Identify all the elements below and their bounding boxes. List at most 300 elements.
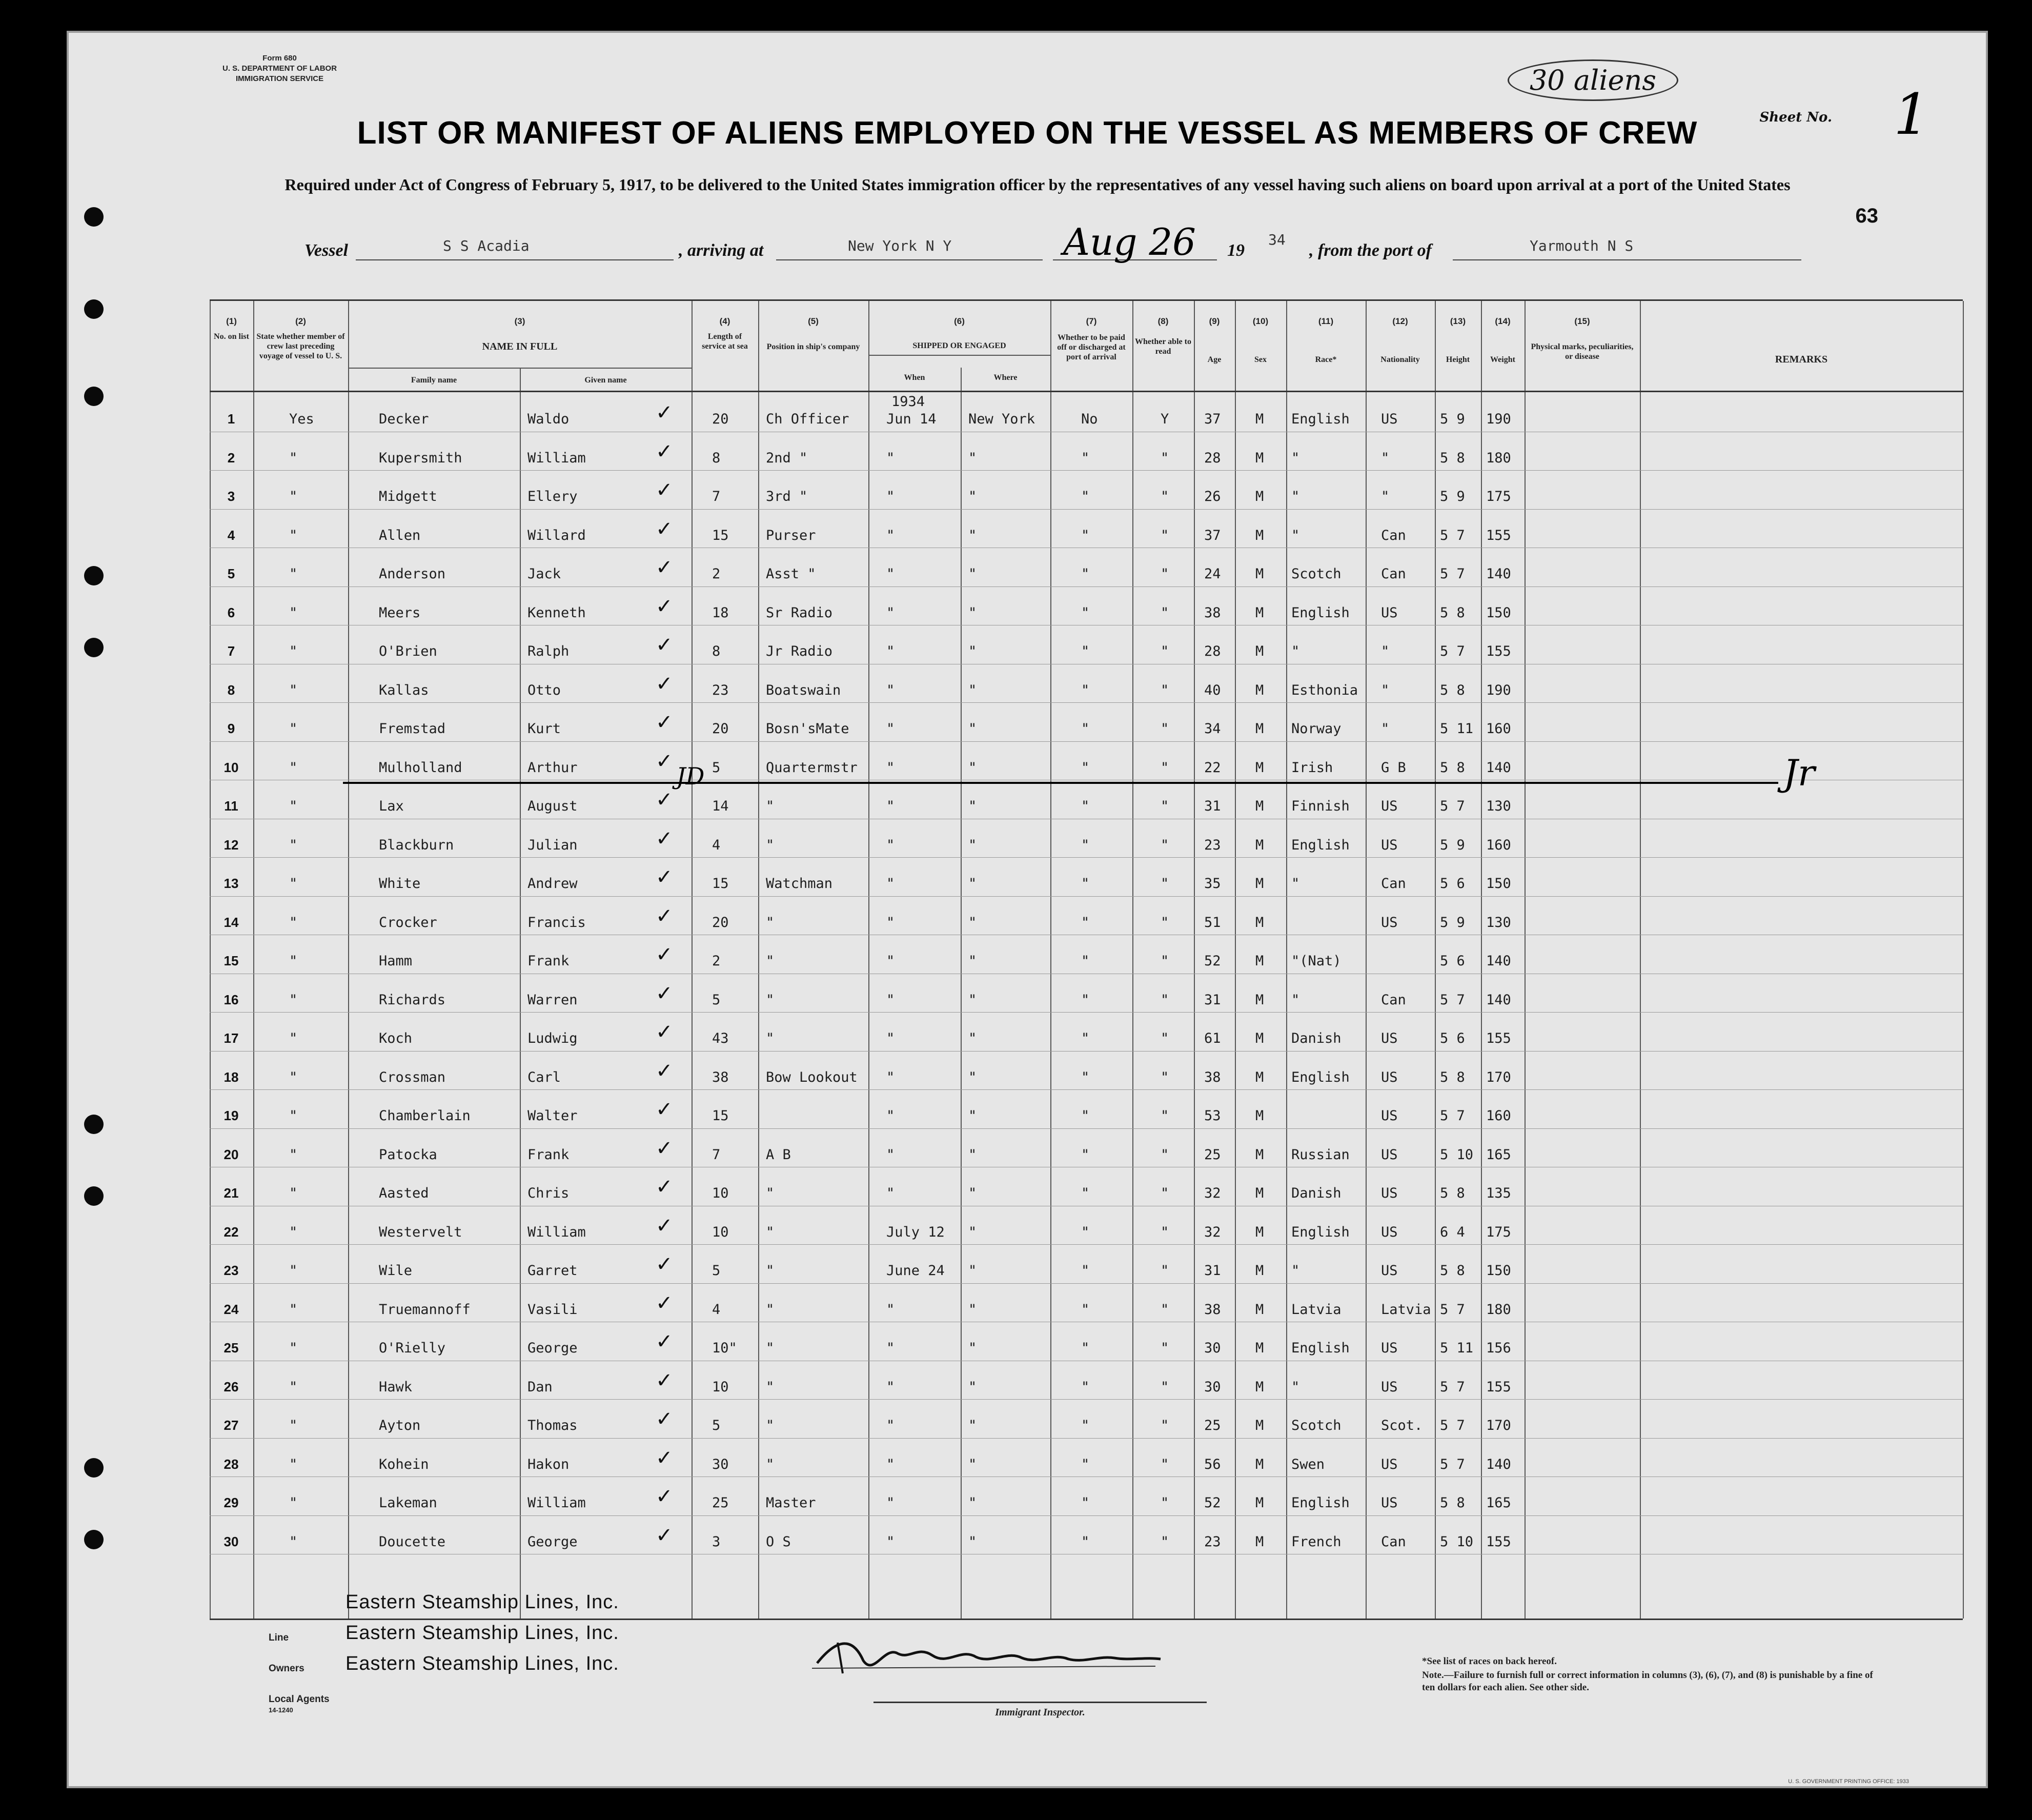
row-number: 27	[223, 1418, 239, 1433]
weight-cell: 175	[1486, 489, 1511, 504]
row-number: 14	[223, 914, 239, 930]
engaged-where-cell: "	[968, 1456, 977, 1472]
given-name-cell: Carl	[527, 1069, 561, 1085]
age-cell: 61	[1204, 1030, 1221, 1046]
height-cell: 5 8	[1440, 682, 1465, 698]
header-shipped-or-engaged: SHIPPED OR ENGAGED	[912, 341, 1006, 350]
weight-cell: 165	[1486, 1146, 1511, 1163]
race-cell: Danish	[1291, 1185, 1342, 1201]
row-number: 17	[223, 1030, 239, 1046]
paid-off-cell: "	[1081, 798, 1090, 814]
length-of-service-cell: 8	[712, 450, 721, 466]
paid-off-cell: "	[1081, 721, 1090, 737]
inspector-signature-line	[873, 1702, 1207, 1703]
vessel-info-line	[304, 220, 1801, 264]
given-name-cell: August	[527, 798, 578, 814]
position-cell: Asst "	[766, 566, 816, 582]
height-cell: 5 7	[1440, 1418, 1465, 1433]
col-num-11: (11)	[1318, 316, 1334, 326]
position-cell: "	[766, 914, 775, 931]
check-mark-icon: ✓	[656, 478, 673, 502]
able-to-read-cell: "	[1161, 1456, 1169, 1472]
engaged-where-cell: "	[968, 1185, 977, 1201]
sex-cell: M	[1255, 914, 1264, 931]
table-row	[210, 744, 1963, 783]
col-num-1: (1)	[226, 316, 237, 326]
length-of-service-cell: 10	[712, 1379, 729, 1395]
previous-voyage-cell: "	[289, 1456, 298, 1472]
arriving-label: , arriving at	[679, 241, 764, 260]
height-cell: 5 7	[1440, 1301, 1465, 1318]
height-cell: 5 8	[1440, 1495, 1465, 1511]
length-of-service-cell: 7	[712, 1146, 721, 1163]
sex-cell: M	[1255, 1263, 1264, 1279]
row-10-strike-line	[343, 782, 1778, 784]
age-cell: 40	[1204, 682, 1221, 698]
inspector-initials-mark: JD	[676, 762, 705, 790]
col-num-4: (4)	[719, 316, 730, 326]
weight-cell: 155	[1486, 527, 1511, 543]
row-number: 5	[227, 566, 235, 581]
position-cell: "	[766, 992, 775, 1008]
weight-cell: 160	[1486, 837, 1511, 853]
engaged-when-cell: "	[886, 1418, 895, 1433]
weight-cell: 155	[1486, 1533, 1511, 1550]
paid-off-cell: "	[1081, 914, 1090, 931]
col-num-8: (8)	[1157, 316, 1169, 326]
col-num-9: (9)	[1209, 316, 1220, 326]
vessel-name: S S Acadia	[443, 237, 530, 254]
given-name-cell: Ralph	[527, 643, 570, 659]
length-of-service-cell: 7	[712, 489, 721, 504]
weight-cell: 175	[1486, 1224, 1511, 1240]
previous-voyage-cell: "	[289, 1108, 298, 1124]
col-num-10: (10)	[1252, 316, 1269, 326]
nationality-cell: US	[1381, 604, 1398, 621]
race-cell: Scotch	[1291, 566, 1342, 582]
crew-table	[210, 299, 1963, 1620]
table-row	[210, 1015, 1963, 1054]
row-number: 16	[223, 992, 239, 1007]
family-name-cell: Ayton	[379, 1418, 421, 1433]
row-number: 4	[227, 527, 235, 543]
sex-cell: M	[1255, 1185, 1264, 1201]
engaged-when-cell: "	[886, 1379, 895, 1395]
given-name-cell: Chris	[527, 1185, 570, 1201]
paid-off-cell: "	[1081, 1418, 1090, 1433]
nationality-cell: Can	[1381, 566, 1406, 582]
age-cell: 31	[1204, 992, 1221, 1008]
row-number: 2	[227, 450, 235, 466]
paid-off-cell: "	[1081, 1030, 1090, 1046]
paid-off-cell: "	[1081, 566, 1090, 582]
length-of-service-cell: 5	[712, 992, 721, 1008]
family-name-cell: Koch	[379, 1030, 413, 1046]
nationality-cell: US	[1381, 837, 1398, 853]
position-cell: "	[766, 1185, 775, 1201]
row-number: 9	[227, 721, 235, 736]
weight-cell: 155	[1486, 643, 1511, 659]
able-to-read-cell: "	[1161, 1108, 1169, 1124]
age-cell: 53	[1204, 1108, 1221, 1124]
col-num-5: (5)	[808, 316, 819, 326]
binder-hole	[84, 1458, 104, 1478]
weight-cell: 180	[1486, 450, 1511, 466]
race-cell: "	[1291, 876, 1300, 892]
race-cell: Esthonia	[1291, 682, 1358, 698]
table-row	[210, 1325, 1963, 1364]
check-mark-icon: ✓	[656, 1485, 673, 1508]
able-to-read-cell: "	[1161, 1146, 1169, 1163]
engaged-when-cell: "	[886, 489, 895, 504]
weight-cell: 180	[1486, 1301, 1511, 1318]
race-cell: French	[1291, 1533, 1342, 1550]
previous-voyage-cell: "	[289, 992, 298, 1008]
nationality-cell: US	[1381, 411, 1398, 427]
nationality-cell: US	[1381, 1185, 1398, 1201]
row-number: 20	[223, 1146, 239, 1162]
table-row	[210, 1480, 1963, 1519]
engaged-where-cell: "	[968, 1379, 977, 1395]
previous-voyage-cell: "	[289, 1224, 298, 1240]
nationality-cell: US	[1381, 1379, 1398, 1395]
header-physical-marks: Physical marks, peculiarities, or disease	[1531, 342, 1634, 361]
able-to-read-cell: "	[1161, 1030, 1169, 1046]
arrival-date: Aug 26	[1063, 220, 1196, 264]
race-cell: "	[1291, 992, 1300, 1008]
engaged-where-cell: "	[968, 489, 977, 504]
table-row	[210, 977, 1963, 1016]
table-row	[210, 1286, 1963, 1325]
engaged-when-cell: "	[886, 721, 895, 737]
family-name-cell: Decker	[379, 411, 429, 427]
engaged-when-cell: "	[886, 682, 895, 698]
race-cell: English	[1291, 1495, 1350, 1511]
engaged-when-cell: "	[886, 450, 895, 466]
nationality-cell: US	[1381, 1069, 1398, 1085]
length-of-service-cell: 20	[712, 914, 729, 931]
length-of-service-cell: 5	[712, 759, 721, 776]
engaged-when-cell: Jun 14	[886, 411, 937, 427]
race-cell: Scotch	[1291, 1418, 1342, 1433]
able-to-read-cell: "	[1161, 992, 1169, 1008]
race-cell: English	[1291, 1069, 1350, 1085]
previous-voyage-cell: "	[289, 759, 298, 776]
given-name-cell: Francis	[527, 914, 586, 931]
length-of-service-cell: 20	[712, 721, 729, 737]
able-to-read-cell: "	[1161, 1224, 1169, 1240]
weight-cell: 140	[1486, 992, 1511, 1008]
col-num-15: (15)	[1574, 316, 1590, 326]
age-cell: 34	[1204, 721, 1221, 737]
row-number: 21	[223, 1185, 239, 1201]
length-of-service-cell: 2	[712, 566, 721, 582]
height-cell: 5 10	[1440, 1533, 1474, 1550]
height-cell: 5 9	[1440, 837, 1465, 853]
paid-off-cell: "	[1081, 682, 1090, 698]
given-name-cell: George	[527, 1340, 578, 1356]
engaged-when-cell: July 12	[886, 1224, 945, 1240]
check-mark-icon: ✓	[656, 1330, 673, 1353]
family-name-cell: Hamm	[379, 953, 413, 969]
header-name-in-full: NAME IN FULL	[482, 341, 558, 352]
position-cell: "	[766, 1340, 775, 1356]
nationality-cell: "	[1381, 682, 1390, 698]
header-sex: Sex	[1254, 355, 1267, 364]
race-cell: "(Nat)	[1291, 953, 1342, 969]
check-mark-icon: ✓	[656, 672, 673, 696]
sex-cell: M	[1255, 411, 1264, 427]
previous-voyage-cell: "	[289, 682, 298, 698]
length-of-service-cell: 23	[712, 682, 729, 698]
age-cell: 23	[1204, 1533, 1221, 1550]
family-name-cell: O'Rielly	[379, 1340, 446, 1356]
age-cell: 30	[1204, 1379, 1221, 1395]
length-of-service-cell: 8	[712, 643, 721, 659]
header-race: Race*	[1315, 355, 1337, 364]
position-cell: "	[766, 1456, 775, 1472]
check-mark-icon: ✓	[656, 1368, 673, 1392]
family-name-cell: Anderson	[379, 566, 446, 582]
engaged-where-cell: "	[968, 759, 977, 776]
table-row	[210, 435, 1963, 474]
row-number: 3	[227, 489, 235, 504]
nationality-cell: "	[1381, 721, 1390, 737]
previous-voyage-cell: "	[289, 450, 298, 466]
race-cell: "	[1291, 450, 1300, 466]
previous-voyage-cell: "	[289, 914, 298, 931]
check-mark-icon: ✓	[656, 439, 673, 463]
check-mark-icon: ✓	[656, 1407, 673, 1431]
given-name-cell: Willard	[527, 527, 586, 543]
race-cell: Danish	[1291, 1030, 1342, 1046]
col-num-14: (14)	[1495, 316, 1511, 326]
row-number: 11	[224, 798, 238, 814]
inspector-label: Immigrant Inspector.	[995, 1707, 1085, 1718]
col-num-3: (3)	[514, 316, 525, 326]
position-cell: "	[766, 1301, 775, 1318]
nationality-cell: US	[1381, 798, 1398, 814]
weight-cell: 135	[1486, 1185, 1511, 1201]
weight-cell: 140	[1486, 953, 1511, 969]
position-cell: 3rd "	[766, 489, 808, 504]
engaged-where-cell: "	[968, 1301, 977, 1318]
check-mark-icon: ✓	[656, 594, 673, 618]
inspector-signature	[807, 1632, 1166, 1679]
paid-off-cell: No	[1081, 411, 1098, 427]
check-mark-icon: ✓	[656, 1020, 673, 1044]
weight-cell: 150	[1486, 604, 1511, 621]
sex-cell: M	[1255, 527, 1264, 543]
height-cell: 5 9	[1440, 489, 1465, 504]
header-paid-off: Whether to be paid off or discharged at port of arrival	[1057, 333, 1126, 361]
header-no-on-list: No. on list	[214, 332, 249, 341]
owners-stamp: Eastern Steamship Lines, Inc.	[346, 1622, 619, 1644]
engaged-when-cell: "	[886, 1185, 895, 1201]
sheet-number: 1	[1894, 82, 1929, 147]
inspector-initials-mark: Jr	[1783, 752, 1815, 794]
engaged-when-cell: "	[886, 1495, 895, 1511]
race-cell: "	[1291, 643, 1300, 659]
page-tag: 63	[1855, 205, 1878, 227]
family-name-cell: Aasted	[379, 1185, 429, 1201]
length-of-service-cell: 38	[712, 1069, 729, 1085]
col-num-12: (12)	[1392, 316, 1408, 326]
engaged-where-cell: "	[968, 566, 977, 582]
row-number: 19	[223, 1108, 239, 1123]
check-mark-icon: ✓	[656, 904, 673, 928]
engaged-where-cell: "	[968, 1340, 977, 1356]
able-to-read-cell: "	[1161, 837, 1169, 853]
family-name-cell: Lakeman	[379, 1495, 437, 1511]
weight-cell: 190	[1486, 411, 1511, 427]
engaged-where-cell: "	[968, 1495, 977, 1511]
able-to-read-cell: "	[1161, 1301, 1169, 1318]
table-row	[210, 1519, 1963, 1558]
engaged-where-cell: "	[968, 1030, 977, 1046]
length-of-service-cell: 18	[712, 604, 729, 621]
nationality-cell: Can	[1381, 527, 1406, 543]
previous-voyage-cell: "	[289, 489, 298, 504]
binder-hole	[84, 1115, 104, 1134]
previous-voyage-cell: "	[289, 876, 298, 892]
position-cell: Watchman	[766, 876, 833, 892]
given-name-cell: Waldo	[527, 411, 570, 427]
row-number: 7	[227, 643, 235, 659]
position-cell: 2nd "	[766, 450, 808, 466]
penalty-note: Note.—Failure to furnish full or correct information in columns (3), (6), (7), and (8) is punishable by a fine of ten dollars for each alien. See other side.	[1422, 1670, 1873, 1693]
paid-off-cell: "	[1081, 1301, 1090, 1318]
length-of-service-cell: 10	[712, 1224, 729, 1240]
row-number: 29	[223, 1495, 239, 1510]
sex-cell: M	[1255, 876, 1264, 892]
age-cell: 56	[1204, 1456, 1221, 1472]
family-name-cell: Meers	[379, 604, 421, 621]
manifest-sheet	[67, 31, 1988, 1788]
able-to-read-cell: "	[1161, 953, 1169, 969]
paid-off-cell: "	[1081, 759, 1090, 776]
engaged-where-cell: "	[968, 682, 977, 698]
sex-cell: M	[1255, 1069, 1264, 1085]
header-previous-voyage: State whether member of crew last preceding voyage of vessel to U. S.	[256, 332, 345, 360]
check-mark-icon: ✓	[656, 1252, 673, 1276]
age-cell: 32	[1204, 1224, 1221, 1240]
check-mark-icon: ✓	[656, 517, 673, 541]
from-port: Yarmouth N S	[1530, 237, 1634, 254]
header-family-name: Family name	[411, 376, 457, 385]
previous-voyage-cell: "	[289, 527, 298, 543]
height-cell: 5 8	[1440, 1263, 1465, 1279]
position-cell: A B	[766, 1146, 791, 1163]
length-of-service-cell: 3	[712, 1533, 721, 1550]
previous-voyage-cell: "	[289, 1185, 298, 1201]
able-to-read-cell: "	[1161, 450, 1169, 466]
engaged-when-cell: "	[886, 992, 895, 1008]
check-mark-icon: ✓	[656, 981, 673, 1005]
previous-voyage-cell: "	[289, 1533, 298, 1550]
sex-cell: M	[1255, 759, 1264, 776]
paid-off-cell: "	[1081, 450, 1090, 466]
position-cell: "	[766, 1263, 775, 1279]
paid-off-cell: "	[1081, 1379, 1090, 1395]
able-to-read-cell: "	[1161, 1418, 1169, 1433]
table-row	[210, 590, 1963, 629]
age-cell: 28	[1204, 643, 1221, 659]
sex-cell: M	[1255, 1030, 1264, 1046]
table-row	[210, 899, 1963, 938]
nationality-cell: US	[1381, 1030, 1398, 1046]
age-cell: 38	[1204, 1301, 1221, 1318]
previous-voyage-cell: "	[289, 1495, 298, 1511]
length-of-service-cell: 20	[712, 411, 729, 427]
height-cell: 5 7	[1440, 527, 1465, 543]
height-cell: 5 7	[1440, 1379, 1465, 1395]
age-cell: 31	[1204, 798, 1221, 814]
family-name-cell: Crocker	[379, 914, 437, 931]
previous-voyage-cell: "	[289, 1069, 298, 1085]
family-name-cell: Crossman	[379, 1069, 446, 1085]
engaged-where-cell: "	[968, 643, 977, 659]
length-of-service-cell: 15	[712, 876, 729, 892]
able-to-read-cell: "	[1161, 1340, 1169, 1356]
row-number: 30	[223, 1533, 239, 1549]
able-to-read-cell: "	[1161, 914, 1169, 931]
race-cell: Norway	[1291, 721, 1342, 737]
sex-cell: M	[1255, 489, 1264, 504]
sex-cell: M	[1255, 798, 1264, 814]
paid-off-cell: "	[1081, 489, 1090, 504]
weight-cell: 130	[1486, 914, 1511, 931]
nationality-cell: US	[1381, 1224, 1398, 1240]
binder-hole	[84, 1530, 104, 1549]
position-cell: "	[766, 1224, 775, 1240]
line-stamp: Eastern Steamship Lines, Inc.	[346, 1591, 619, 1613]
given-name-cell: William	[527, 1495, 586, 1511]
age-cell: 51	[1204, 914, 1221, 931]
engaged-where-cell: "	[968, 1533, 977, 1550]
engaged-when-cell: "	[886, 1456, 895, 1472]
height-cell: 5 6	[1440, 876, 1465, 892]
paid-off-cell: "	[1081, 876, 1090, 892]
paid-off-cell: "	[1081, 527, 1090, 543]
length-of-service-cell: 30	[712, 1456, 729, 1472]
age-cell: 32	[1204, 1185, 1221, 1201]
paid-off-cell: "	[1081, 953, 1090, 969]
engaged-when-cell: "	[886, 604, 895, 621]
row-number: 25	[223, 1340, 239, 1356]
paid-off-cell: "	[1081, 1340, 1090, 1356]
page-subtitle: Required under Act of Congress of February 5, 1917, to be delivered to the United States immigration officer by the representatives of any vessel having such aliens on board upon arrival at a port of the United States	[285, 175, 1791, 194]
engaged-where-cell: "	[968, 721, 977, 737]
height-cell: 5 7	[1440, 1456, 1465, 1472]
from-port-label: , from the port of	[1309, 241, 1432, 260]
agents-form-code: 14-1240	[269, 1706, 293, 1714]
weight-cell: 140	[1486, 566, 1511, 582]
sex-cell: M	[1255, 1301, 1264, 1318]
engaged-where-cell: "	[968, 798, 977, 814]
binder-hole	[84, 566, 104, 585]
form-identifier	[222, 53, 337, 84]
position-cell: Quartermstr	[766, 759, 858, 776]
paid-off-cell: "	[1081, 1456, 1090, 1472]
height-cell: 5 8	[1440, 1069, 1465, 1085]
aliens-count-note: 30 aliens	[1508, 59, 1678, 101]
sex-cell: M	[1255, 1533, 1264, 1550]
table-row	[210, 512, 1963, 551]
engaged-where-cell: "	[968, 1108, 977, 1124]
table-row	[210, 1441, 1963, 1480]
height-cell: 5 11	[1440, 721, 1474, 737]
